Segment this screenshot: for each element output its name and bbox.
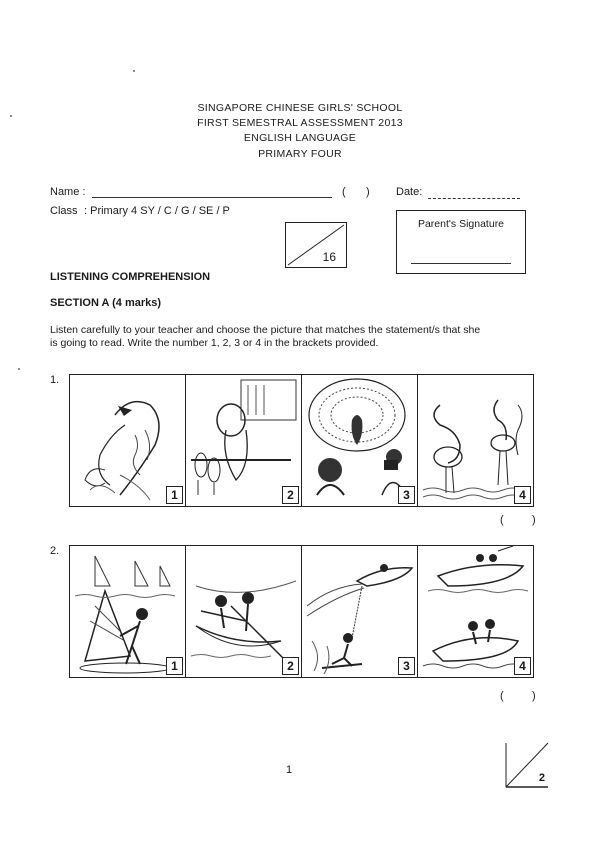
score-total: 16 [322,250,336,264]
subject-title: ENGLISH LANGUAGE [243,132,357,144]
q2-answer-field[interactable] [508,688,532,704]
level-title: PRIMARY FOUR [258,148,342,160]
question-2-pictures [69,545,534,678]
q1-panel-2[interactable] [186,375,302,506]
signature-line [411,263,511,264]
panel-number-label: 2 [282,486,299,504]
speck-mark [133,70,135,72]
instruction-line-2: is going to read. Write the number 1, 2, 3 or 4 in the brackets provided. [50,337,379,349]
q1-answer-field[interactable] [508,512,532,528]
q1-panel-1[interactable] [70,375,186,506]
q2-panel-2[interactable] [186,546,302,677]
bracket-close: ) [366,186,370,198]
panel-number-label: 2 [282,657,299,675]
q1-panel-4[interactable] [418,375,533,506]
q1-answer-close: ) [532,514,536,526]
speck-mark [18,368,20,370]
q2-panel-1[interactable] [70,546,186,677]
panel-number-label: 3 [398,486,415,504]
school-name: SINGAPORE CHINESE GIRLS' SCHOOL [197,102,403,114]
q1-panel-3[interactable] [302,375,418,506]
score-diagonal [286,223,346,267]
signature-label: Parent's Signature [417,218,505,230]
panel-number-label: 4 [514,486,531,504]
class-value: : Primary 4 SY / C / G / SE / P [84,205,230,217]
panel-number-label: 4 [514,657,531,675]
name-field[interactable] [92,197,332,198]
q2-panel-3[interactable] [302,546,418,677]
question-2-number: 2. [50,545,60,557]
date-field[interactable] [428,198,520,199]
bracket-open: ( [342,186,346,198]
q2-answer-close: ) [532,690,536,702]
name-label: Name : [50,186,86,198]
score-box [285,222,347,268]
question-1-number: 1. [50,374,60,386]
page-number: 1 [286,764,293,776]
page-score-total: 2 [538,772,545,784]
instruction-line-1: Listen carefully to your teacher and choose the picture that matches the statement/s that she [50,324,481,336]
page-score-box [505,742,549,788]
panel-number-label: 3 [398,657,415,675]
parent-signature-box[interactable] [396,210,526,274]
assessment-title: FIRST SEMESTRAL ASSESSMENT 2013 [197,117,403,129]
panel-number-label: 1 [166,657,183,675]
class-label: Class [50,205,78,217]
q2-panel-4[interactable] [418,546,533,677]
q2-answer-open: ( [500,690,504,702]
section-subtitle: SECTION A (4 marks) [50,297,162,309]
section-title: LISTENING COMPREHENSION [50,271,211,283]
question-1-pictures [69,374,534,507]
q1-answer-open: ( [500,514,504,526]
panel-number-label: 1 [166,486,183,504]
date-label: Date: [396,186,423,198]
